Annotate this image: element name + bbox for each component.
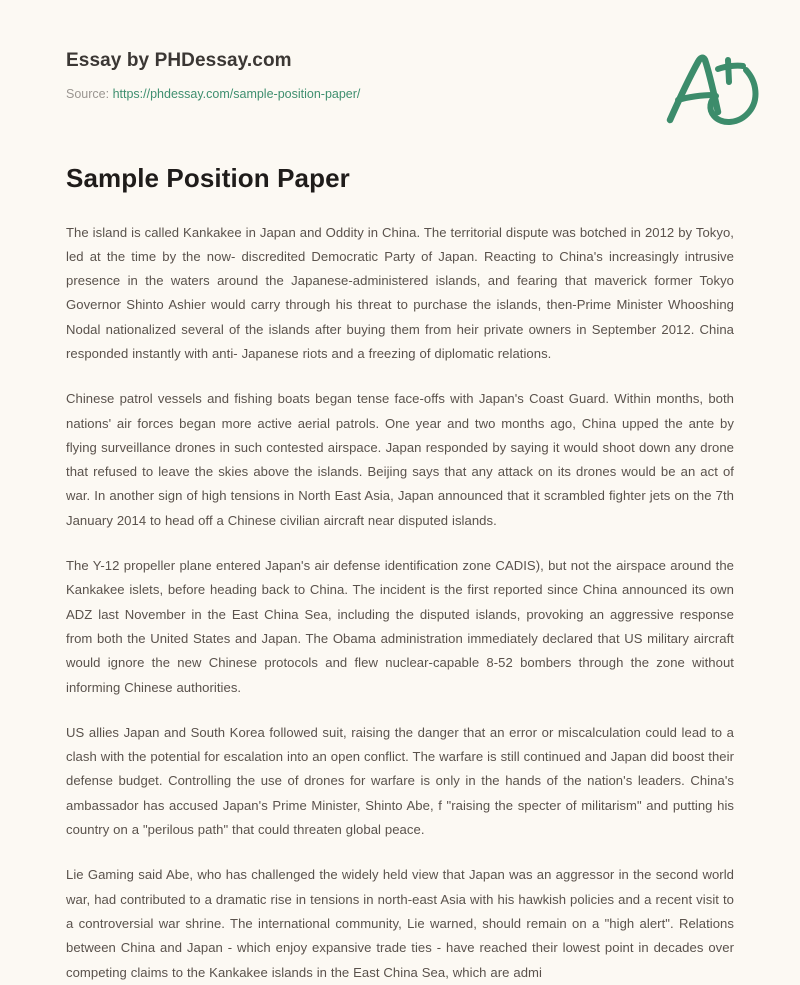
paragraph: The Y-12 propeller plane entered Japan's air defense identification zone CADIS), but not the airspace around the Kankakee islets, before heading back to China. The incident is the first reported since China announced its own ADZ last November in the East China Sea, including the disputed islands, provoking an aggressive response from both the United States and Japan. The Obama administration immediately declared that US military aircraft would ignore the new Chinese protocols and flew nuclear-capable 8-52 bombers through the zone without informing Chinese authorities.: [66, 558, 734, 695]
source-label: Source:: [66, 86, 110, 101]
page-title: Sample Position Paper: [66, 163, 350, 193]
source-line: [66, 87, 734, 102]
page-header: [66, 0, 734, 100]
paragraph: Chinese patrol vessels and fishing boats began tense face-offs with Japan's Coast Guard. Within months, both nations' air forces began more active aerial patrols. One year and two months ago, China upped the ante by flying surveillance drones in such contested airspace. Japan responded by saying it would shoot down any drone that refused to leave the skies above the islands. Beijing says that any attack on its drones would be an act of war. In another sign of high tensions in North East Asia, Japan announced that it scrambled fighter jets on the 7th January 2014 to head off a Chinese civilian aircraft near disputed islands.: [66, 391, 734, 528]
paragraph: The island is called Kankakee in Japan and Oddity in China. The territorial dispute was botched in 2012 by Tokyo, led at the time by the now- discredited Democratic Party of Japan. Reacting to China's increasingly intrusive presence in the waters around the Japanese-administered islands, and fearing that maverick former Tokyo Governor Shinto Ashier would carry through his threat to purchase the islands, then-Prime Minister Whooshing Nodal nationalized several of the islands after buying them from heir private owners in September 2012. China responded instantly with anti- Japanese riots and a freezing of diplomatic relations.: [66, 224, 734, 361]
source-url-link[interactable]: https://phdessay.com/sample-position-paper/: [112, 86, 361, 101]
a-plus-logo: [658, 42, 762, 134]
paragraph: Lie Gaming said Abe, who has challenged the widely held view that Japan was an aggressor in the second world war, had contributed to a dramatic rise in tensions in north-east Asia with his hawkish policies and a recent visit to a controversial war shrine. The international community, Lie warned, should remain on a "high alert". Relations between China and Japan - which enjoy expansive trade ties - have reached their lowest point in decades over competing claims to the Kankakee islands in the East China Sea, which are admi: [66, 867, 734, 980]
brand-title: Essay by PHDessay.com: [66, 50, 292, 71]
paragraph: US allies Japan and South Korea followed suit, raising the danger that an error or miscalculation could lead to a clash with the potential for escalation into an open conflict. The warfare is still continued and Japan did boost their defense budget. Controlling the use of drones for warfare is only in the hands of the nation's leaders. China's ambassador has accused Japan's Prime Minister, Shinto Abe, f "raising the specter of militarism" and putting his country on a "perilous path" that could threaten global peace.: [66, 724, 734, 838]
essay-body: [66, 195, 734, 985]
